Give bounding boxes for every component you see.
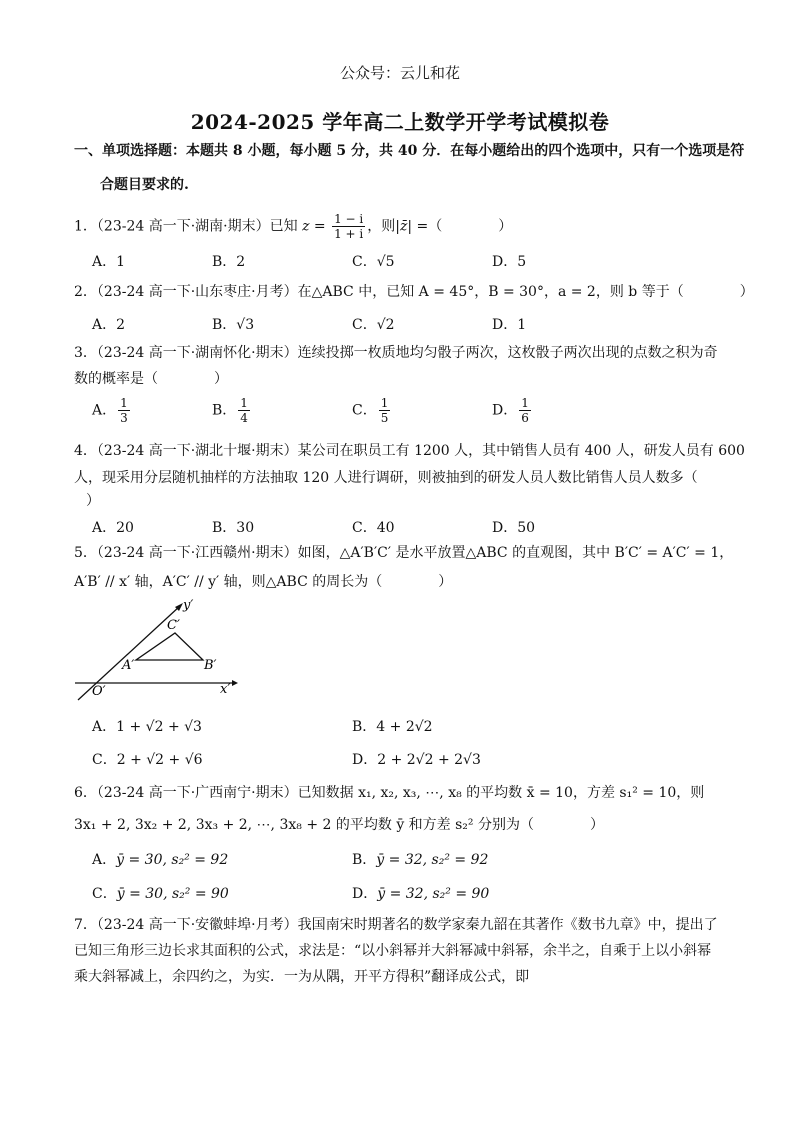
option-value: √3 <box>236 317 255 333</box>
option-label: D． <box>492 402 518 419</box>
oblique-projection-figure <box>70 595 240 705</box>
y-axis-label: y′ <box>183 598 194 613</box>
question-source: （23-24 高一下·湖南·期末）已知 <box>96 218 298 235</box>
q4-option-a[interactable] <box>92 517 134 537</box>
q1-option-b[interactable] <box>212 251 245 271</box>
question-text: （23-24 高一下·湖北十堰·期末）某公司在职员工有 1200 人，其中销售人员有 400 人，研发人员有 600 <box>96 443 745 459</box>
fraction-numerator: 1 <box>120 396 128 410</box>
q4-option-b[interactable] <box>212 517 254 537</box>
fraction-numerator: 1 <box>380 396 389 410</box>
question-number: 6． <box>74 785 97 801</box>
option-label: D． <box>352 886 378 902</box>
option-value: 4 + 2√2 <box>376 719 433 735</box>
fraction-numerator: 1 <box>240 396 248 410</box>
q2-option-b[interactable] <box>212 314 254 334</box>
fraction-numerator: 1 <box>521 396 529 410</box>
question-3-cont: 数的概率是（ ） <box>74 371 228 387</box>
question-5 <box>74 543 733 563</box>
question-number: 2． <box>74 284 97 300</box>
option-label: B． <box>212 317 237 333</box>
q1-option-d[interactable] <box>492 251 526 271</box>
question-6-cont: 3x₁ + 2, 3x₂ + 2, 3x₃ + 2, ⋯, 3x₈ + 2 的平均数 ȳ 和方差 s₂² 分别为（ ） <box>74 817 604 833</box>
q6-option-a[interactable] <box>92 849 228 869</box>
x-axis-arrow <box>232 680 238 686</box>
option-value: 40 <box>376 520 395 536</box>
point-b-label: B′ <box>204 658 217 673</box>
option-label: C． <box>352 402 377 419</box>
q3-option-d[interactable] <box>492 396 533 425</box>
q3-option-a[interactable] <box>92 396 132 425</box>
page-title: 2024-2025 学年高二上数学开学考试模拟卷 <box>190 110 610 134</box>
option-value: 2 <box>116 317 126 333</box>
option-value: ȳ = 32, s₂² = 90 <box>377 886 490 902</box>
q2-option-a[interactable] <box>92 314 125 334</box>
question-3 <box>74 343 718 363</box>
option-label: A． <box>92 254 117 270</box>
option-value: 1 + √2 + √3 <box>116 719 202 735</box>
option-value: 2 + √2 + √6 <box>116 752 203 768</box>
option-label: D． <box>492 254 518 270</box>
question-1 <box>74 212 512 241</box>
question-7-cont-1: 已知三角形三边长求其面积的公式，求法是：“以小斜幂并大斜幂减中斜幂，余半之，自乘于上以小斜幂 <box>74 943 712 959</box>
question-text: （23-24 高一下·山东枣庄·月考）在△ABC 中，已知 A = 45°，B = 30°，a = 2，则 b 等于（ ） <box>96 284 754 300</box>
question-text: （23-24 高一下·江西赣州·期末）如图，△A′B′C′ 是水平放置△ABC 的直观图，其中 B′C′ = A′C′ = 1， <box>96 545 734 561</box>
question-text: （23-24 高一下·广西南宁·期末）已知数据 x₁, x₂, x₃, ⋯, x₈ 的平均数 x̄ = 10，方差 s₁² = 10，则 <box>96 785 705 801</box>
option-label: B． <box>352 852 377 868</box>
question-4 <box>74 441 745 461</box>
wechat-header: 公众号：云儿和花 <box>339 64 460 82</box>
option-label: A． <box>92 719 117 735</box>
question-text: （23-24 高一下·安徽蚌埠·月考）我国南宋时期著名的数学家秦九韶在其著作《数书九章》中，提出了 <box>96 917 718 933</box>
option-label: D． <box>492 520 518 536</box>
option-value: 2 <box>236 254 246 270</box>
option-label: A． <box>92 852 117 868</box>
point-a-label: A′ <box>122 658 135 673</box>
option-label: C． <box>92 886 117 902</box>
section-heading-cont: 合题目要求的. <box>100 177 189 193</box>
fraction <box>332 212 365 241</box>
option-value: 1 <box>517 317 527 333</box>
question-number: 3． <box>74 345 97 361</box>
fraction-denominator: 6 <box>521 411 529 425</box>
q4-option-c[interactable] <box>352 517 395 537</box>
fraction <box>118 396 130 425</box>
option-value: 5 <box>517 254 527 270</box>
var-z: z = <box>302 218 326 235</box>
question-4-cont: 人，现采用分层随机抽样的方法抽取 120 人进行调研，则被抽到的研发人员人数比销售人员人数多（ <box>74 470 698 486</box>
q6-option-d[interactable] <box>352 883 489 903</box>
option-value: ȳ = 30, s₂² = 90 <box>116 886 229 902</box>
question-number: 5． <box>74 545 97 561</box>
question-number: 1． <box>74 218 97 235</box>
option-value: 20 <box>116 520 134 536</box>
option-value: 2 + 2√2 + 2√3 <box>377 752 481 768</box>
question-4-paren: ） <box>86 493 100 509</box>
option-label: A． <box>92 520 117 536</box>
q2-option-c[interactable] <box>352 314 395 334</box>
option-value: 50 <box>517 520 536 536</box>
q6-option-c[interactable] <box>92 883 229 903</box>
option-label: A． <box>92 317 117 333</box>
option-label: B． <box>212 254 237 270</box>
option-value: 1 <box>116 254 126 270</box>
question-number: 7． <box>74 917 97 933</box>
x-axis-label: x′ <box>220 682 231 697</box>
q5-option-a[interactable] <box>92 716 202 736</box>
option-label: C． <box>352 254 377 270</box>
q5-option-c[interactable] <box>92 749 203 769</box>
option-label: D． <box>492 317 518 333</box>
question-text: ，则 <box>367 218 396 235</box>
option-value: √2 <box>376 317 395 333</box>
abs-conj-z: |z̄| = <box>395 218 429 235</box>
q4-option-d[interactable] <box>492 517 535 537</box>
q5-option-b[interactable] <box>352 716 433 736</box>
point-c-label: C′ <box>167 618 180 633</box>
section-heading: 一、单项选择题：本题共 8 小题，每小题 5 分，共 40 分．在每小题给出的四个选项中，只有一个选项是符 <box>74 143 745 159</box>
q6-option-b[interactable] <box>352 849 488 869</box>
option-label: C． <box>92 752 117 768</box>
q3-option-c[interactable] <box>352 396 392 425</box>
fraction-denominator: 3 <box>120 411 128 425</box>
q1-option-a[interactable] <box>92 251 125 271</box>
option-value: ȳ = 30, s₂² = 92 <box>116 852 229 868</box>
q5-option-d[interactable] <box>352 749 481 769</box>
fraction-denominator: 1 + i <box>334 227 364 241</box>
question-5-cont: A′B′ // x′ 轴，A′C′ // y′ 轴，则△ABC 的周长为（ ） <box>74 574 453 590</box>
question-6 <box>74 783 704 803</box>
q2-option-d[interactable] <box>492 314 526 334</box>
q1-option-c[interactable] <box>352 251 395 271</box>
question-2 <box>74 282 754 302</box>
fraction-numerator: 1 − i <box>334 212 364 226</box>
option-label: C． <box>352 317 377 333</box>
origin-label: O′ <box>92 684 106 699</box>
option-value: ȳ = 32, s₂² = 92 <box>376 852 489 868</box>
option-label: B． <box>352 719 377 735</box>
option-label: C． <box>352 520 377 536</box>
option-label: D． <box>352 752 378 768</box>
q3-option-b[interactable] <box>212 396 252 425</box>
fraction <box>519 396 531 425</box>
fraction <box>379 396 391 425</box>
fraction <box>238 396 250 425</box>
question-7-cont-2: 乘大斜幂减上，余四约之，为实．一为从隅，开平方得积”翻译成公式，即 <box>74 969 530 985</box>
option-label: B． <box>212 520 237 536</box>
question-text: （23-24 高一下·湖南怀化·期末）连续投掷一枚质地均匀骰子两次，这枚骰子两次出现的点数之积为奇 <box>96 345 718 361</box>
question-number: 4． <box>74 443 97 459</box>
option-label: A． <box>92 402 117 419</box>
fraction-denominator: 5 <box>380 411 389 425</box>
option-label: B． <box>212 402 237 419</box>
fraction-denominator: 4 <box>240 411 248 425</box>
answer-blank: （ ） <box>428 218 513 235</box>
option-value: 30 <box>236 520 255 536</box>
question-7 <box>74 915 718 935</box>
option-value: √5 <box>376 254 395 270</box>
